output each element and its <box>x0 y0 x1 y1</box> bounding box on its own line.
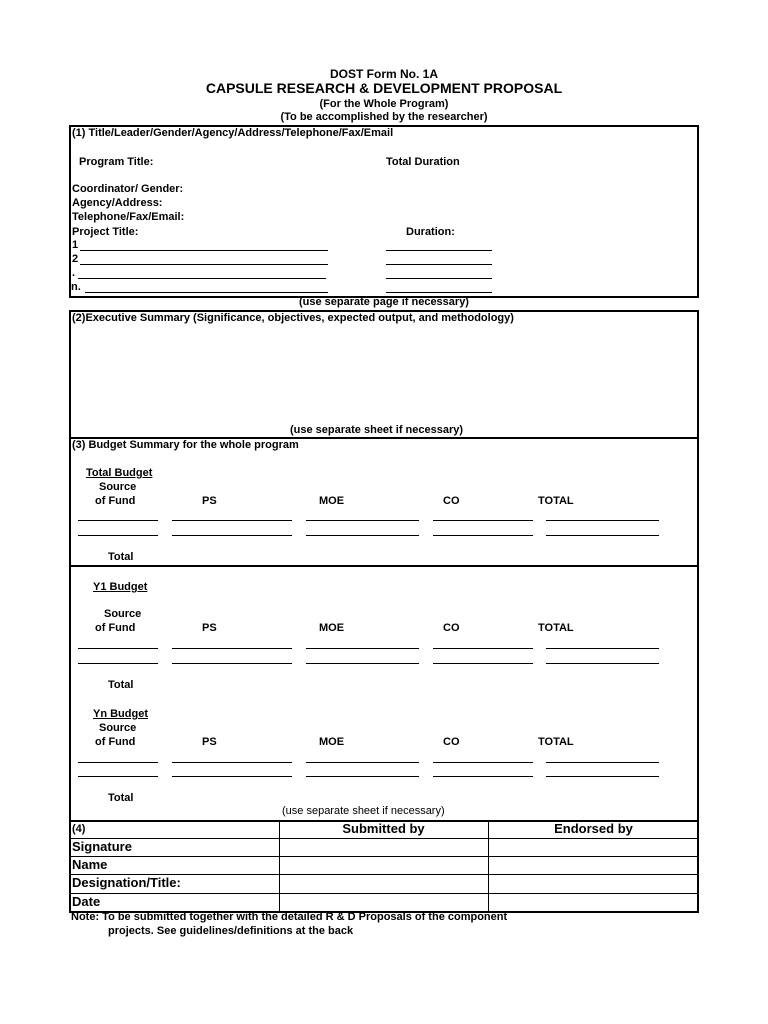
submitted-designation-cell[interactable] <box>281 876 486 892</box>
total-column-header: TOTAL <box>538 622 574 634</box>
total-row-label: Total <box>108 792 134 804</box>
section2-heading: (2)Executive Summary (Significance, objectives, expected output, and methodology) <box>72 312 514 324</box>
co-column-header: CO <box>443 736 460 748</box>
section3-footnote: (use separate sheet if necessary) <box>282 805 445 817</box>
name-row-label: Name <box>72 857 108 872</box>
total-blank[interactable] <box>546 535 659 536</box>
budget-block-title: Total Budget <box>86 467 153 479</box>
total-blank[interactable] <box>546 520 659 521</box>
total-blank[interactable] <box>546 648 659 649</box>
ps-blank[interactable] <box>172 762 292 763</box>
total-row-label: Total <box>108 679 134 691</box>
source-label: Source <box>99 722 137 734</box>
table-row-divider <box>69 856 699 857</box>
form-instruction: (To be accomplished by the researcher) <box>280 111 488 123</box>
total-column-header: TOTAL <box>538 495 574 507</box>
endorsed-designation-cell[interactable] <box>490 876 697 892</box>
source-blank[interactable] <box>78 535 158 536</box>
co-blank[interactable] <box>433 520 533 521</box>
project-title-blank[interactable] <box>80 264 328 265</box>
moe-column-header: MOE <box>319 736 345 748</box>
duration-label: Duration: <box>406 226 455 238</box>
section3-divider <box>69 565 699 567</box>
of-fund-label: of Fund <box>95 622 136 634</box>
co-blank[interactable] <box>433 648 533 649</box>
co-blank[interactable] <box>433 663 533 664</box>
agency-label: Agency/Address: <box>72 197 163 209</box>
project-duration-blank[interactable] <box>386 264 492 265</box>
moe-blank[interactable] <box>306 648 419 649</box>
project-row-number: . <box>72 267 76 279</box>
ps-column-header: PS <box>202 495 217 507</box>
total-duration-label: Total Duration <box>386 156 460 168</box>
section1-footnote: (use separate page if necessary) <box>299 296 469 308</box>
total-row-label: Total <box>108 551 134 563</box>
signature-row-label: Signature <box>72 839 132 854</box>
telephone-label: Telephone/Fax/Email: <box>72 211 185 223</box>
endorsed-signature-cell[interactable] <box>490 840 697 855</box>
moe-blank[interactable] <box>306 762 419 763</box>
moe-blank[interactable] <box>306 520 419 521</box>
moe-column-header: MOE <box>319 495 345 507</box>
footer-note-line2: projects. See guidelines/definitions at the back <box>108 925 354 937</box>
section2-footnote: (use separate sheet if necessary) <box>290 424 464 436</box>
form-number: DOST Form No. 1A <box>329 67 438 81</box>
budget-block-title: Y1 Budget <box>93 581 148 593</box>
submitted-signature-cell[interactable] <box>281 840 486 855</box>
co-column-header: CO <box>443 622 460 634</box>
co-blank[interactable] <box>433 535 533 536</box>
budget-block-title: Yn Budget <box>93 708 148 720</box>
endorsed-date-cell[interactable] <box>490 895 697 911</box>
project-duration-blank[interactable] <box>386 278 492 279</box>
source-blank[interactable] <box>78 663 158 664</box>
ps-blank[interactable] <box>172 663 292 664</box>
co-blank[interactable] <box>433 762 533 763</box>
source-blank[interactable] <box>78 648 158 649</box>
ps-blank[interactable] <box>172 520 292 521</box>
total-column-header: TOTAL <box>538 736 574 748</box>
source-blank[interactable] <box>78 520 158 521</box>
ps-column-header: PS <box>202 622 217 634</box>
program-title-label: Program Title: <box>79 156 154 168</box>
of-fund-label: of Fund <box>95 495 136 507</box>
table-row-divider <box>69 838 699 839</box>
designation-row-label: Designation/Title: <box>72 875 181 890</box>
moe-blank[interactable] <box>306 535 419 536</box>
moe-blank[interactable] <box>306 663 419 664</box>
project-duration-blank[interactable] <box>386 292 492 293</box>
coordinator-label: Coordinator/ Gender: <box>72 183 184 195</box>
endorsed-name-cell[interactable] <box>490 858 697 873</box>
project-duration-blank[interactable] <box>386 250 492 251</box>
project-title-blank[interactable] <box>80 250 328 251</box>
source-blank[interactable] <box>78 762 158 763</box>
ps-blank[interactable] <box>172 776 292 777</box>
project-title-blank[interactable] <box>85 292 328 293</box>
section3-heading: (3) Budget Summary for the whole program <box>72 439 299 451</box>
project-row-number: n. <box>71 281 81 293</box>
source-label: Source <box>104 608 142 620</box>
section3-box <box>69 437 699 822</box>
total-blank[interactable] <box>546 776 659 777</box>
ps-blank[interactable] <box>172 648 292 649</box>
endorsed-by-header: Endorsed by <box>554 821 633 836</box>
source-blank[interactable] <box>78 776 158 777</box>
project-title-blank[interactable] <box>78 278 326 279</box>
date-row-label: Date <box>72 894 101 909</box>
project-title-label: Project Title: <box>72 226 139 238</box>
of-fund-label: of Fund <box>95 736 136 748</box>
moe-blank[interactable] <box>306 776 419 777</box>
co-blank[interactable] <box>433 776 533 777</box>
project-row-number: 2 <box>72 253 79 265</box>
submitted-by-header: Submitted by <box>342 821 425 836</box>
submitted-name-cell[interactable] <box>281 858 486 873</box>
total-blank[interactable] <box>546 663 659 664</box>
source-label: Source <box>99 481 137 493</box>
form-title: CAPSULE RESEARCH & DEVELOPMENT PROPOSAL <box>205 80 563 96</box>
project-row-number: 1 <box>72 239 79 251</box>
ps-column-header: PS <box>202 736 217 748</box>
footer-note-line1: Note: To be submitted together with the detailed R & D Proposals of the component <box>71 911 508 923</box>
section4-heading: (4) <box>72 823 86 835</box>
section1-heading: (1) Title/Leader/Gender/Agency/Address/Telephone/Fax/Email <box>72 127 394 139</box>
table-row-divider <box>69 893 699 894</box>
ps-blank[interactable] <box>172 535 292 536</box>
form-subtitle: (For the Whole Program) <box>319 98 449 110</box>
co-column-header: CO <box>443 495 460 507</box>
moe-column-header: MOE <box>319 622 345 634</box>
section2-box <box>69 310 699 439</box>
submitted-date-cell[interactable] <box>281 895 486 911</box>
total-blank[interactable] <box>546 762 659 763</box>
